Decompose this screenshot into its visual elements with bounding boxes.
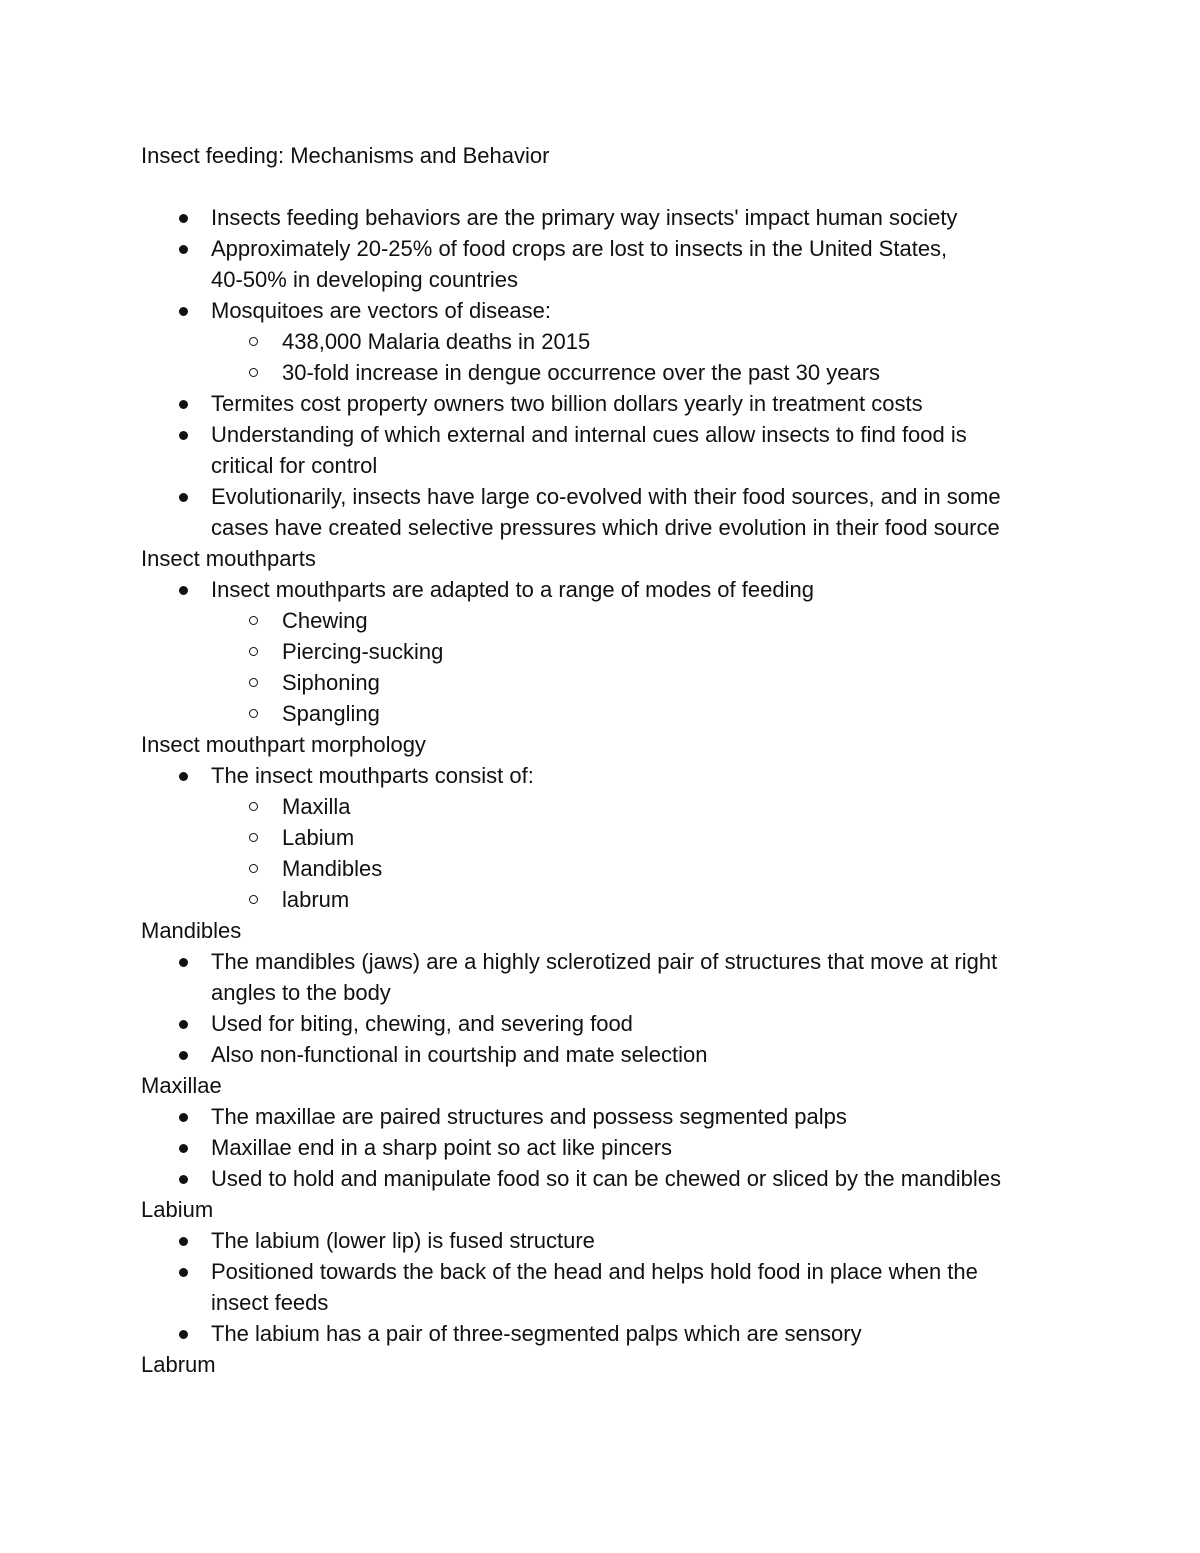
bullet-item: Insect mouthparts are adapted to a range of modes of feeding [141,574,1081,605]
sub-bullet-item: Maxilla [141,791,1081,822]
sub-bullet-item: 30-fold increase in dengue occurrence over the past 30 years [141,357,1081,388]
document-title: Insect feeding: Mechanisms and Behavior [141,143,550,168]
section-heading-labium: Labium [141,1197,214,1222]
bullet-dot-icon [179,1051,188,1060]
bullet-item: The mandibles (jaws) are a highly sclerotized pair of structures that move at right [141,946,1081,977]
sub-bullet-item: labrum [141,884,1081,915]
bullet-dot-icon [179,958,188,967]
bullet-circle-icon [249,337,258,346]
sub-bullet-item: Siphoning [141,667,1081,698]
section-heading-maxillae: Maxillae [141,1073,222,1098]
bullet-dot-icon [179,1330,188,1339]
bullet-dot-icon [179,1237,188,1246]
sub-bullet-item: Mandibles [141,853,1081,884]
bullet-dot-icon [179,214,188,223]
section-heading-mandibles: Mandibles [141,918,242,943]
bullet-dot-icon [179,307,188,316]
bullet-item: Evolutionarily, insects have large co-evolved with their food sources, and in some [141,481,1081,512]
bullet-dot-icon [179,586,188,595]
sub-bullet-item: Piercing-sucking [141,636,1081,667]
bullet-item: The labium has a pair of three-segmented palps which are sensory [141,1318,1081,1349]
bullet-circle-icon [249,647,258,656]
bullet-item: Maxillae end in a sharp point so act like pincers [141,1132,1081,1163]
bullet-circle-icon [249,833,258,842]
bullet-item: The maxillae are paired structures and possess segmented palps [141,1101,1081,1132]
bullet-item: Used to hold and manipulate food so it can be chewed or sliced by the mandibles [141,1163,1081,1194]
bullet-dot-icon [179,1020,188,1029]
bullet-circle-icon [249,709,258,718]
bullet-item: Also non-functional in courtship and mate selection [141,1039,1081,1070]
bullet-item: Termites cost property owners two billion dollars yearly in treatment costs [141,388,1081,419]
bullet-dot-icon [179,1175,188,1184]
bullet-circle-icon [249,895,258,904]
bullet-item: The insect mouthparts consist of: [141,760,1081,791]
sub-bullet-item: Spangling [141,698,1081,729]
bullet-dot-icon [179,245,188,254]
bullet-dot-icon [179,400,188,409]
bullet-circle-icon [249,368,258,377]
bullet-continuation: 40-50% in developing countries [211,267,518,292]
bullet-item: Insects feeding behaviors are the primary way insects' impact human society [141,202,1081,233]
bullet-item: Mosquitoes are vectors of disease: [141,295,1081,326]
bullet-dot-icon [179,1144,188,1153]
bullet-dot-icon [179,772,188,781]
bullet-item: The labium (lower lip) is fused structure [141,1225,1081,1256]
bullet-item: Approximately 20-25% of food crops are lost to insects in the United States, [141,233,1081,264]
bullet-dot-icon [179,1113,188,1122]
bullet-dot-icon [179,431,188,440]
bullet-circle-icon [249,678,258,687]
bullet-circle-icon [249,616,258,625]
sub-bullet-item: Chewing [141,605,1081,636]
bullet-continuation: cases have created selective pressures which drive evolution in their food source [211,515,1000,540]
bullet-item: Used for biting, chewing, and severing food [141,1008,1081,1039]
document-body [141,140,1081,1380]
section-heading-mouthparts: Insect mouthparts [141,546,316,571]
bullet-dot-icon [179,1268,188,1277]
bullet-item: Understanding of which external and internal cues allow insects to find food is [141,419,1081,450]
bullet-circle-icon [249,864,258,873]
sub-bullet-item: Labium [141,822,1081,853]
section-heading-morphology: Insect mouthpart morphology [141,732,426,757]
bullet-dot-icon [179,493,188,502]
bullet-circle-icon [249,802,258,811]
bullet-continuation: insect feeds [211,1290,329,1315]
section-heading-labrum: Labrum [141,1352,216,1377]
bullet-item: Positioned towards the back of the head and helps hold food in place when the [141,1256,1081,1287]
sub-bullet-item: 438,000 Malaria deaths in 2015 [141,326,1081,357]
bullet-continuation: critical for control [211,453,378,478]
bullet-continuation: angles to the body [211,980,391,1005]
